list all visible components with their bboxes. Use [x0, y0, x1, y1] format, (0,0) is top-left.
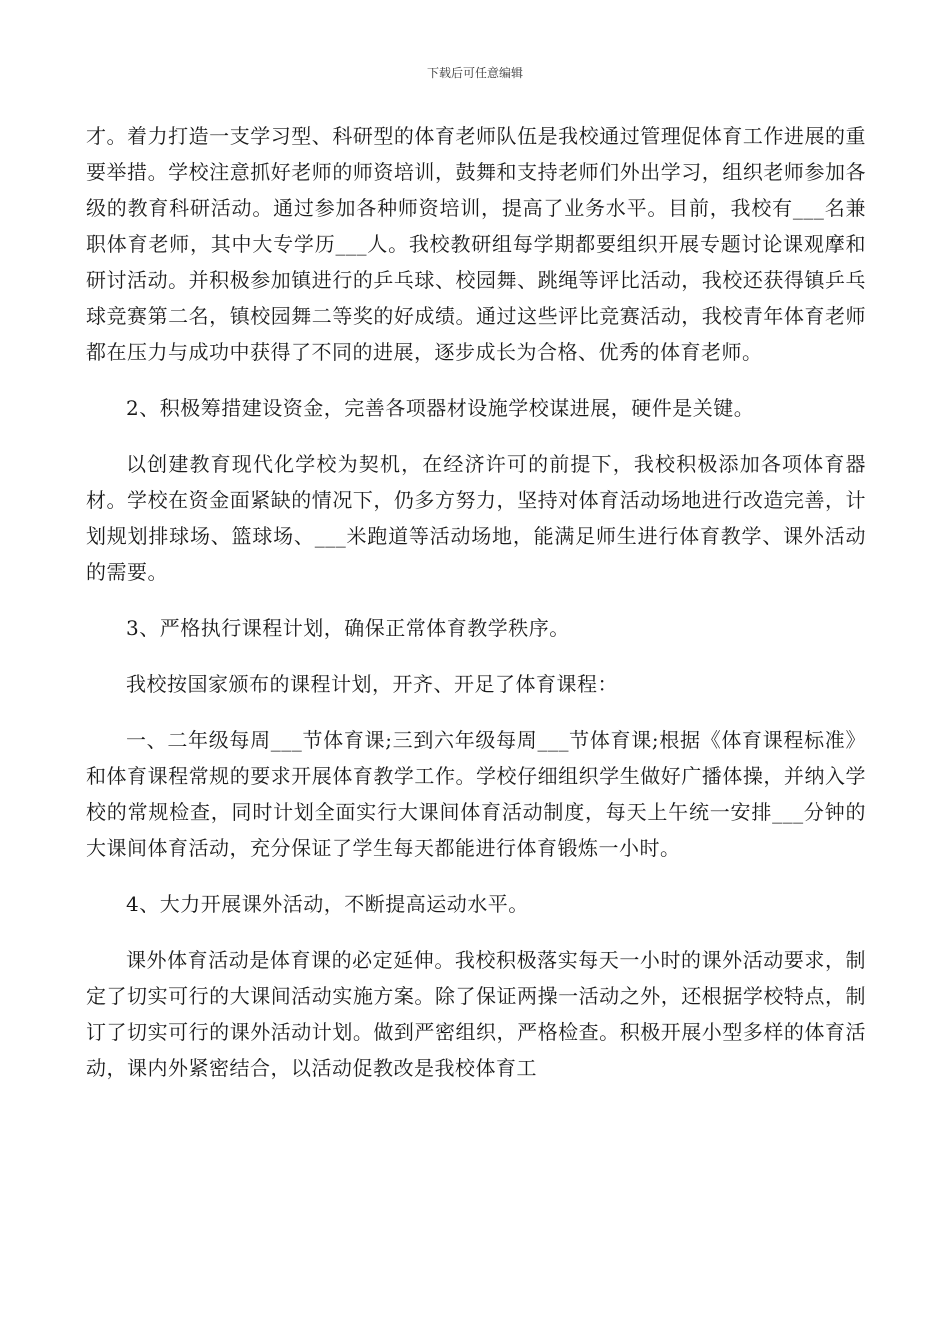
- paragraph-facilities: 以创建教育现代化学校为契机，在经济许可的前提下，我校积极添加各项体育器材。学校在资金面紧缺的情况下，仍多方努力，坚持对体育活动场地进行改造完善，计划规划排球场、篮球场、___米跑道等活动场地，能满足师生进行体育教学、课外活动的需要。: [86, 452, 866, 584]
- section-heading-4: 4、大力开展课外活动，不断提高运动水平。: [126, 892, 529, 916]
- paragraph-extracurricular: 课外体育活动是体育课的必定延伸。我校积极落实每天一小时的课外活动要求，制定了切实可行的大课间活动实施方案。除了保证两操一活动之外，还根据学校特点，制订了切实可行的课外活动计划。做到严密组织，严格检查。积极开展小型多样的体育活动，课内外紧密结合，以活动促教改是我校体育工: [86, 948, 866, 1080]
- paragraph-continuation: 才。着力打造一支学习型、科研型的体育老师队伍是我校通过管理促体育工作进展的重要举措。学校注意抓好老师的师资培训，鼓舞和支持老师们外出学习，组织老师参加各级的教育科研活动。通过参加各种师资培训，提高了业务水平。目前，我校有___名兼职体育老师，其中大专学历___人。我校教研组每学期都要组织开展专题讨论课观摩和研讨活动。并积极参加镇进行的乒乓球、校园舞、跳绳等评比活动，我校还获得镇乒乓球竞赛第二名，镇校园舞二等奖的好成绩。通过这些评比竞赛活动，我校青年体育老师都在压力与成功中获得了不同的进展，逐步成长为合格、优秀的体育老师。: [86, 124, 866, 364]
- paragraph-curriculum-detail: 一、二年级每周___节体育课;三到六年级每周___节体育课;根据《体育课程标准》和体育课程常规的要求开展体育教学工作。学校仔细组织学生做好广播体操，并纳入学校的常规检查，同时计划全面实行大课间体育活动制度，每天上午统一安排___分钟的大课间体育活动，充分保证了学生每天都能进行体育锻炼一小时。: [86, 728, 866, 860]
- section-heading-2: 2、积极筹措建设资金，完善各项器材设施学校谋进展，硬件是关键。: [126, 396, 755, 420]
- document-body: [86, 118, 866, 1086]
- page-header: 下载后可任意编辑: [426, 66, 523, 80]
- paragraph-curriculum-intro: 我校按国家颁布的课程计划，开齐、开足了体育课程：: [126, 672, 618, 696]
- section-heading-3: 3、严格执行课程计划，确保正常体育教学秩序。: [126, 616, 570, 640]
